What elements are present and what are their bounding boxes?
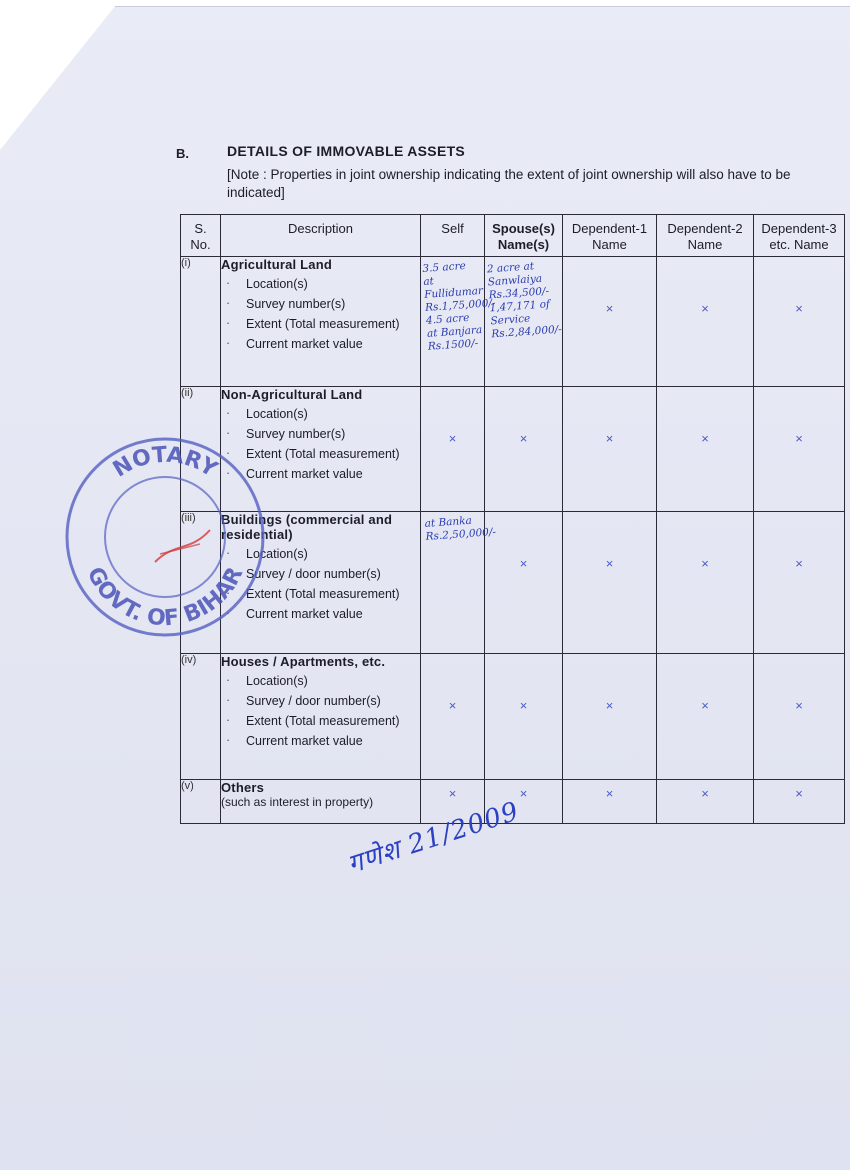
item-extent: · Extent (Total measurement) — [221, 447, 420, 462]
item-market-value: · Current market value — [221, 734, 420, 749]
table-row — [181, 512, 845, 654]
cross-mark: × — [795, 786, 803, 801]
cross-mark: × — [701, 301, 709, 316]
cell-dependent-2 — [657, 780, 754, 824]
row-number: (iii) — [181, 512, 221, 654]
cell-dependent-2 — [657, 512, 754, 654]
cell-self — [421, 512, 497, 654]
cell-dependent-1 — [563, 387, 657, 512]
cross-mark: × — [605, 698, 614, 713]
cross-mark: × — [448, 431, 457, 446]
cell-dependent-3 — [754, 780, 845, 824]
header-self: Self — [421, 215, 485, 257]
item-location: · Location(s) — [221, 674, 420, 689]
table-header-row — [181, 215, 845, 257]
cross-mark: × — [795, 431, 803, 446]
cross-mark: × — [701, 556, 709, 571]
cross-mark: × — [605, 431, 614, 446]
section-title: DETAILS OF IMMOVABLE ASSETS — [227, 143, 466, 159]
immovable-assets-table — [180, 214, 845, 824]
cell-spouse — [485, 387, 563, 512]
cell-dependent-1 — [563, 654, 657, 780]
category-label: Houses / Apartments, etc. — [221, 654, 386, 669]
item-location: · Location(s) — [221, 547, 420, 562]
row-description — [221, 780, 421, 824]
cross-mark: × — [701, 431, 709, 446]
handwritten-entry: at Banka Rs.2,50,000/- — [424, 514, 497, 543]
cross-mark: × — [448, 698, 457, 713]
item-survey: · Survey / door number(s) — [221, 694, 420, 709]
category-label: Agricultural Land — [221, 257, 333, 272]
notary-stamp — [60, 432, 270, 642]
cell-self — [421, 387, 485, 512]
cross-mark: × — [519, 786, 528, 801]
cell-dependent-3 — [754, 512, 845, 654]
cross-mark: × — [519, 698, 528, 713]
header-dependent-3: Dependent-3 etc. Name — [754, 215, 845, 257]
item-survey: · Survey / door number(s) — [221, 567, 420, 582]
page-fold-corner — [0, 0, 120, 150]
row-description — [221, 654, 421, 780]
cell-dependent-1 — [563, 780, 657, 824]
section-letter: B. — [176, 146, 189, 161]
cell-dependent-1 — [563, 257, 657, 387]
page-top-edge — [110, 0, 850, 7]
header-dependent-1: Dependent-1 Name — [563, 215, 657, 257]
item-location: · Location(s) — [221, 407, 420, 422]
category-label: Buildings (commercial and residential) — [221, 512, 393, 542]
cell-dependent-3 — [754, 257, 845, 387]
cell-self — [421, 654, 485, 780]
cross-mark: × — [605, 786, 614, 801]
cross-mark: × — [795, 698, 803, 713]
cross-mark: × — [519, 431, 528, 446]
item-market-value: · Current market value — [221, 467, 420, 482]
item-market-value: · Current market value — [221, 337, 420, 352]
item-location: · Location(s) — [221, 277, 420, 292]
handwritten-entry: 2 acre at Sanwlaiya Rs.34,500/- 1,47,171 of Service Rs.2,84,000/- — [486, 260, 563, 341]
table-row — [181, 387, 845, 512]
row-description — [221, 257, 421, 387]
row-number: (ii) — [181, 387, 221, 512]
header-dependent-2: Dependent-2 Name — [657, 215, 754, 257]
cell-spouse — [485, 257, 563, 387]
cross-mark: × — [701, 786, 709, 801]
item-extent: · Extent (Total measurement) — [221, 317, 420, 332]
cross-mark: × — [605, 556, 614, 571]
row-number: (iv) — [181, 654, 221, 780]
item-extent: · Extent (Total measurement) — [221, 587, 420, 602]
cell-self — [421, 257, 496, 387]
cell-dependent-3 — [754, 654, 845, 780]
item-survey: · Survey number(s) — [221, 297, 420, 312]
category-label: Others — [221, 780, 265, 795]
table-row — [181, 654, 845, 780]
cell-spouse — [485, 512, 563, 654]
cross-mark: × — [448, 786, 457, 801]
header-description: Description — [221, 215, 421, 257]
item-market-value: · Current market value — [221, 607, 420, 622]
table-row — [181, 257, 845, 387]
section-note: [Note : Properties in joint ownership indicating the extent of joint ownership will also have to be indicated] — [227, 167, 791, 200]
signature: गणेश 21/2009 — [343, 796, 523, 881]
item-survey: · Survey number(s) — [221, 427, 420, 442]
svg-text:NOTARY: NOTARY — [108, 442, 222, 483]
cell-spouse — [485, 654, 563, 780]
cell-dependent-1 — [563, 512, 657, 654]
cross-mark: × — [519, 556, 528, 571]
cell-dependent-2 — [657, 654, 754, 780]
cross-mark: × — [605, 301, 614, 316]
svg-text:GOVT. OF BIHAR: GOVT. OF BIHAR — [81, 563, 249, 632]
cross-mark: × — [795, 301, 803, 316]
cross-mark: × — [795, 556, 803, 571]
cell-dependent-2 — [657, 387, 754, 512]
cell-dependent-3 — [754, 387, 845, 512]
cell-dependent-2 — [657, 257, 754, 387]
category-subnote: (such as interest in property) — [221, 795, 374, 809]
row-number: (i) — [181, 257, 221, 387]
header-sno: S. No. — [181, 215, 221, 257]
cross-mark: × — [701, 698, 709, 713]
item-extent: · Extent (Total measurement) — [221, 714, 420, 729]
row-number: (v) — [181, 780, 221, 824]
handwritten-entry: 3.5 acre at Fullidumar Rs.1,75,000/- 4.5 acre at Banjara Rs.1500/- — [422, 259, 496, 353]
header-spouse: Spouse(s) Name(s) — [485, 215, 563, 257]
category-label: Non-Agricultural Land — [221, 387, 363, 402]
